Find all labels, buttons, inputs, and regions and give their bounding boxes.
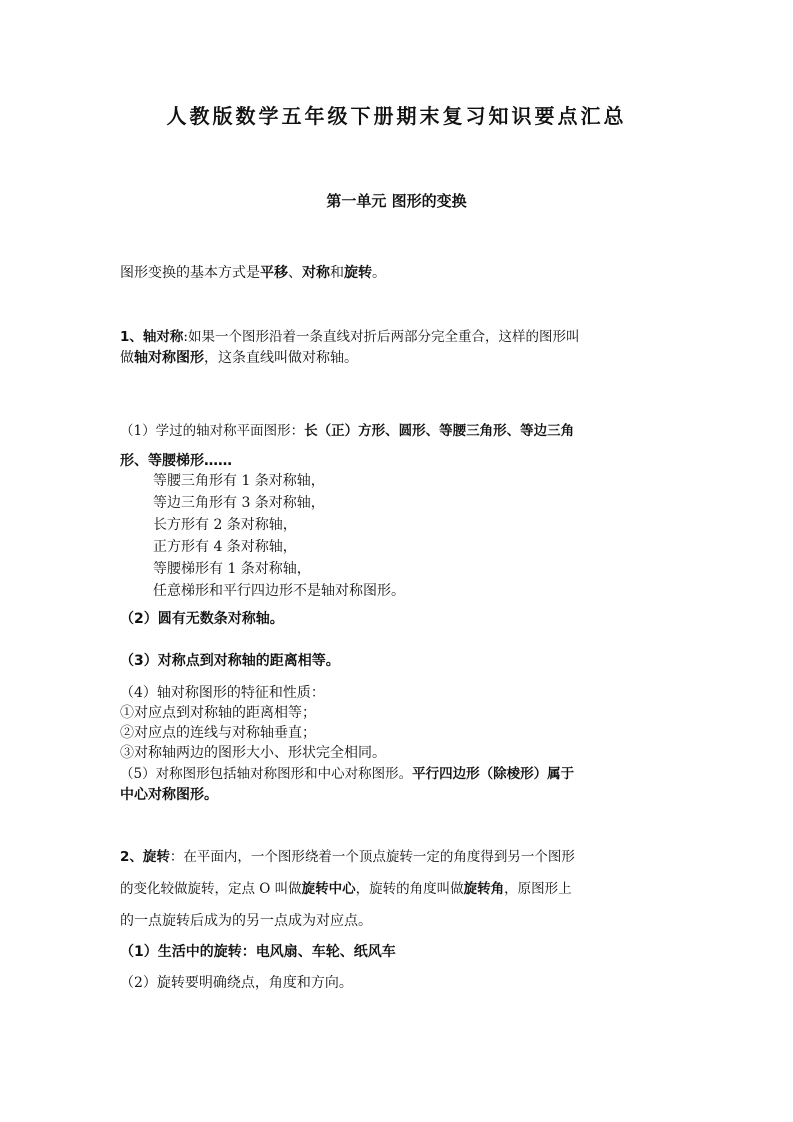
- rotation-point-2: （2）旋转要明确绕点，角度和方向。: [120, 975, 353, 991]
- axis-point-1-line-1: [120, 421, 680, 441]
- list-item: 任意梯形和平行四边形不是轴对称图形。: [153, 583, 405, 599]
- rotation-definition-line-1: [120, 847, 680, 867]
- axis-point-3: （3）对称点到对称轴的距离相等。: [120, 653, 340, 669]
- definition-text: ，这条直线叫做对称轴。: [204, 350, 358, 366]
- point-text: （1）学过的轴对称平面图形：: [120, 423, 305, 439]
- list-item: 等腰三角形有 1 条对称轴，: [153, 473, 325, 489]
- intro-bold-translation: 平移: [260, 265, 288, 281]
- intro-text: 。: [372, 265, 386, 281]
- intro-bold-rotation: 旋转: [344, 265, 372, 281]
- list-item: 正方形有 4 条对称轴，: [153, 539, 297, 555]
- axis-point-5-line-1: [120, 764, 680, 784]
- intro-paragraph: [120, 263, 680, 283]
- definition-text: 做: [120, 350, 134, 366]
- definition-text: 的变化较做旋转，定点 O 叫做: [120, 881, 302, 897]
- section-number: 2、: [120, 849, 143, 865]
- axis-point-4: （4）轴对称图形的特征和性质：: [120, 685, 325, 701]
- axis-point-1-line-2: [120, 451, 680, 471]
- axis-definition-line-2: [120, 348, 680, 368]
- list-item: 等边三角形有 3 条对称轴，: [153, 495, 325, 511]
- axis-point-2: （2）圆有无数条对称轴。: [120, 611, 284, 627]
- point-bold-text: 中心对称图形。: [120, 787, 218, 803]
- intro-bold-symmetry: 对称: [302, 265, 330, 281]
- intro-text: 、: [288, 265, 302, 281]
- list-item: 等腰梯形有 1 条对称轴，: [153, 561, 311, 577]
- section-heading: 轴对称: [142, 329, 184, 345]
- point-text: （5）对称图形包括轴对称图形和中心对称图形。: [120, 766, 413, 782]
- section-number: 1、: [120, 329, 143, 345]
- definition-term: 旋转角: [463, 881, 505, 897]
- list-item: 长方形有 2 条对称轴，: [153, 517, 297, 533]
- axis-definition-line-1: [120, 327, 680, 347]
- intro-text: 和: [330, 265, 344, 281]
- definition-term: 旋转中心: [301, 881, 356, 897]
- definition-text: ，原图形上: [504, 881, 572, 897]
- point-bold-text: 平行四边形（除棱形）属于: [412, 766, 575, 782]
- rotation-definition-line-2: [120, 879, 680, 899]
- document-title: 人教版数学五年级下册期末复习知识要点汇总: [166, 104, 627, 128]
- rotation-point-1: （1）生活中的旋转：电风扇、车轮、纸风车: [120, 944, 396, 960]
- definition-text: ：在平面内，一个图形绕着一个顶点旋转一定的角度得到另一个图形: [169, 849, 575, 865]
- property-item: ③对称轴两边的图形大小、形状完全相同。: [120, 745, 386, 761]
- property-item: ②对应点的连线与对称轴垂直；: [120, 725, 316, 741]
- point-bold-text: 形、等腰梯形……: [120, 453, 232, 469]
- definition-term: 轴对称图形: [134, 350, 204, 366]
- intro-text: 图形变换的基本方式是: [120, 265, 260, 281]
- section-heading: 旋转: [142, 849, 170, 865]
- definition-text: :如果一个图形沿着一条直线对折后两部分完全重合，这样的图形叫: [183, 329, 580, 345]
- axis-point-5-line-2: [120, 785, 680, 805]
- rotation-definition-line-3: 的一点旋转后成为的另一点成为对应点。: [120, 913, 372, 929]
- point-bold-text: 长（正）方形、圆形、等腰三角形、等边三角: [304, 423, 575, 439]
- unit-heading: 第一单元 图形的变换: [326, 192, 467, 210]
- definition-text: ，旋转的角度叫做: [355, 881, 464, 897]
- property-item: ①对应点到对称轴的距离相等；: [120, 705, 316, 721]
